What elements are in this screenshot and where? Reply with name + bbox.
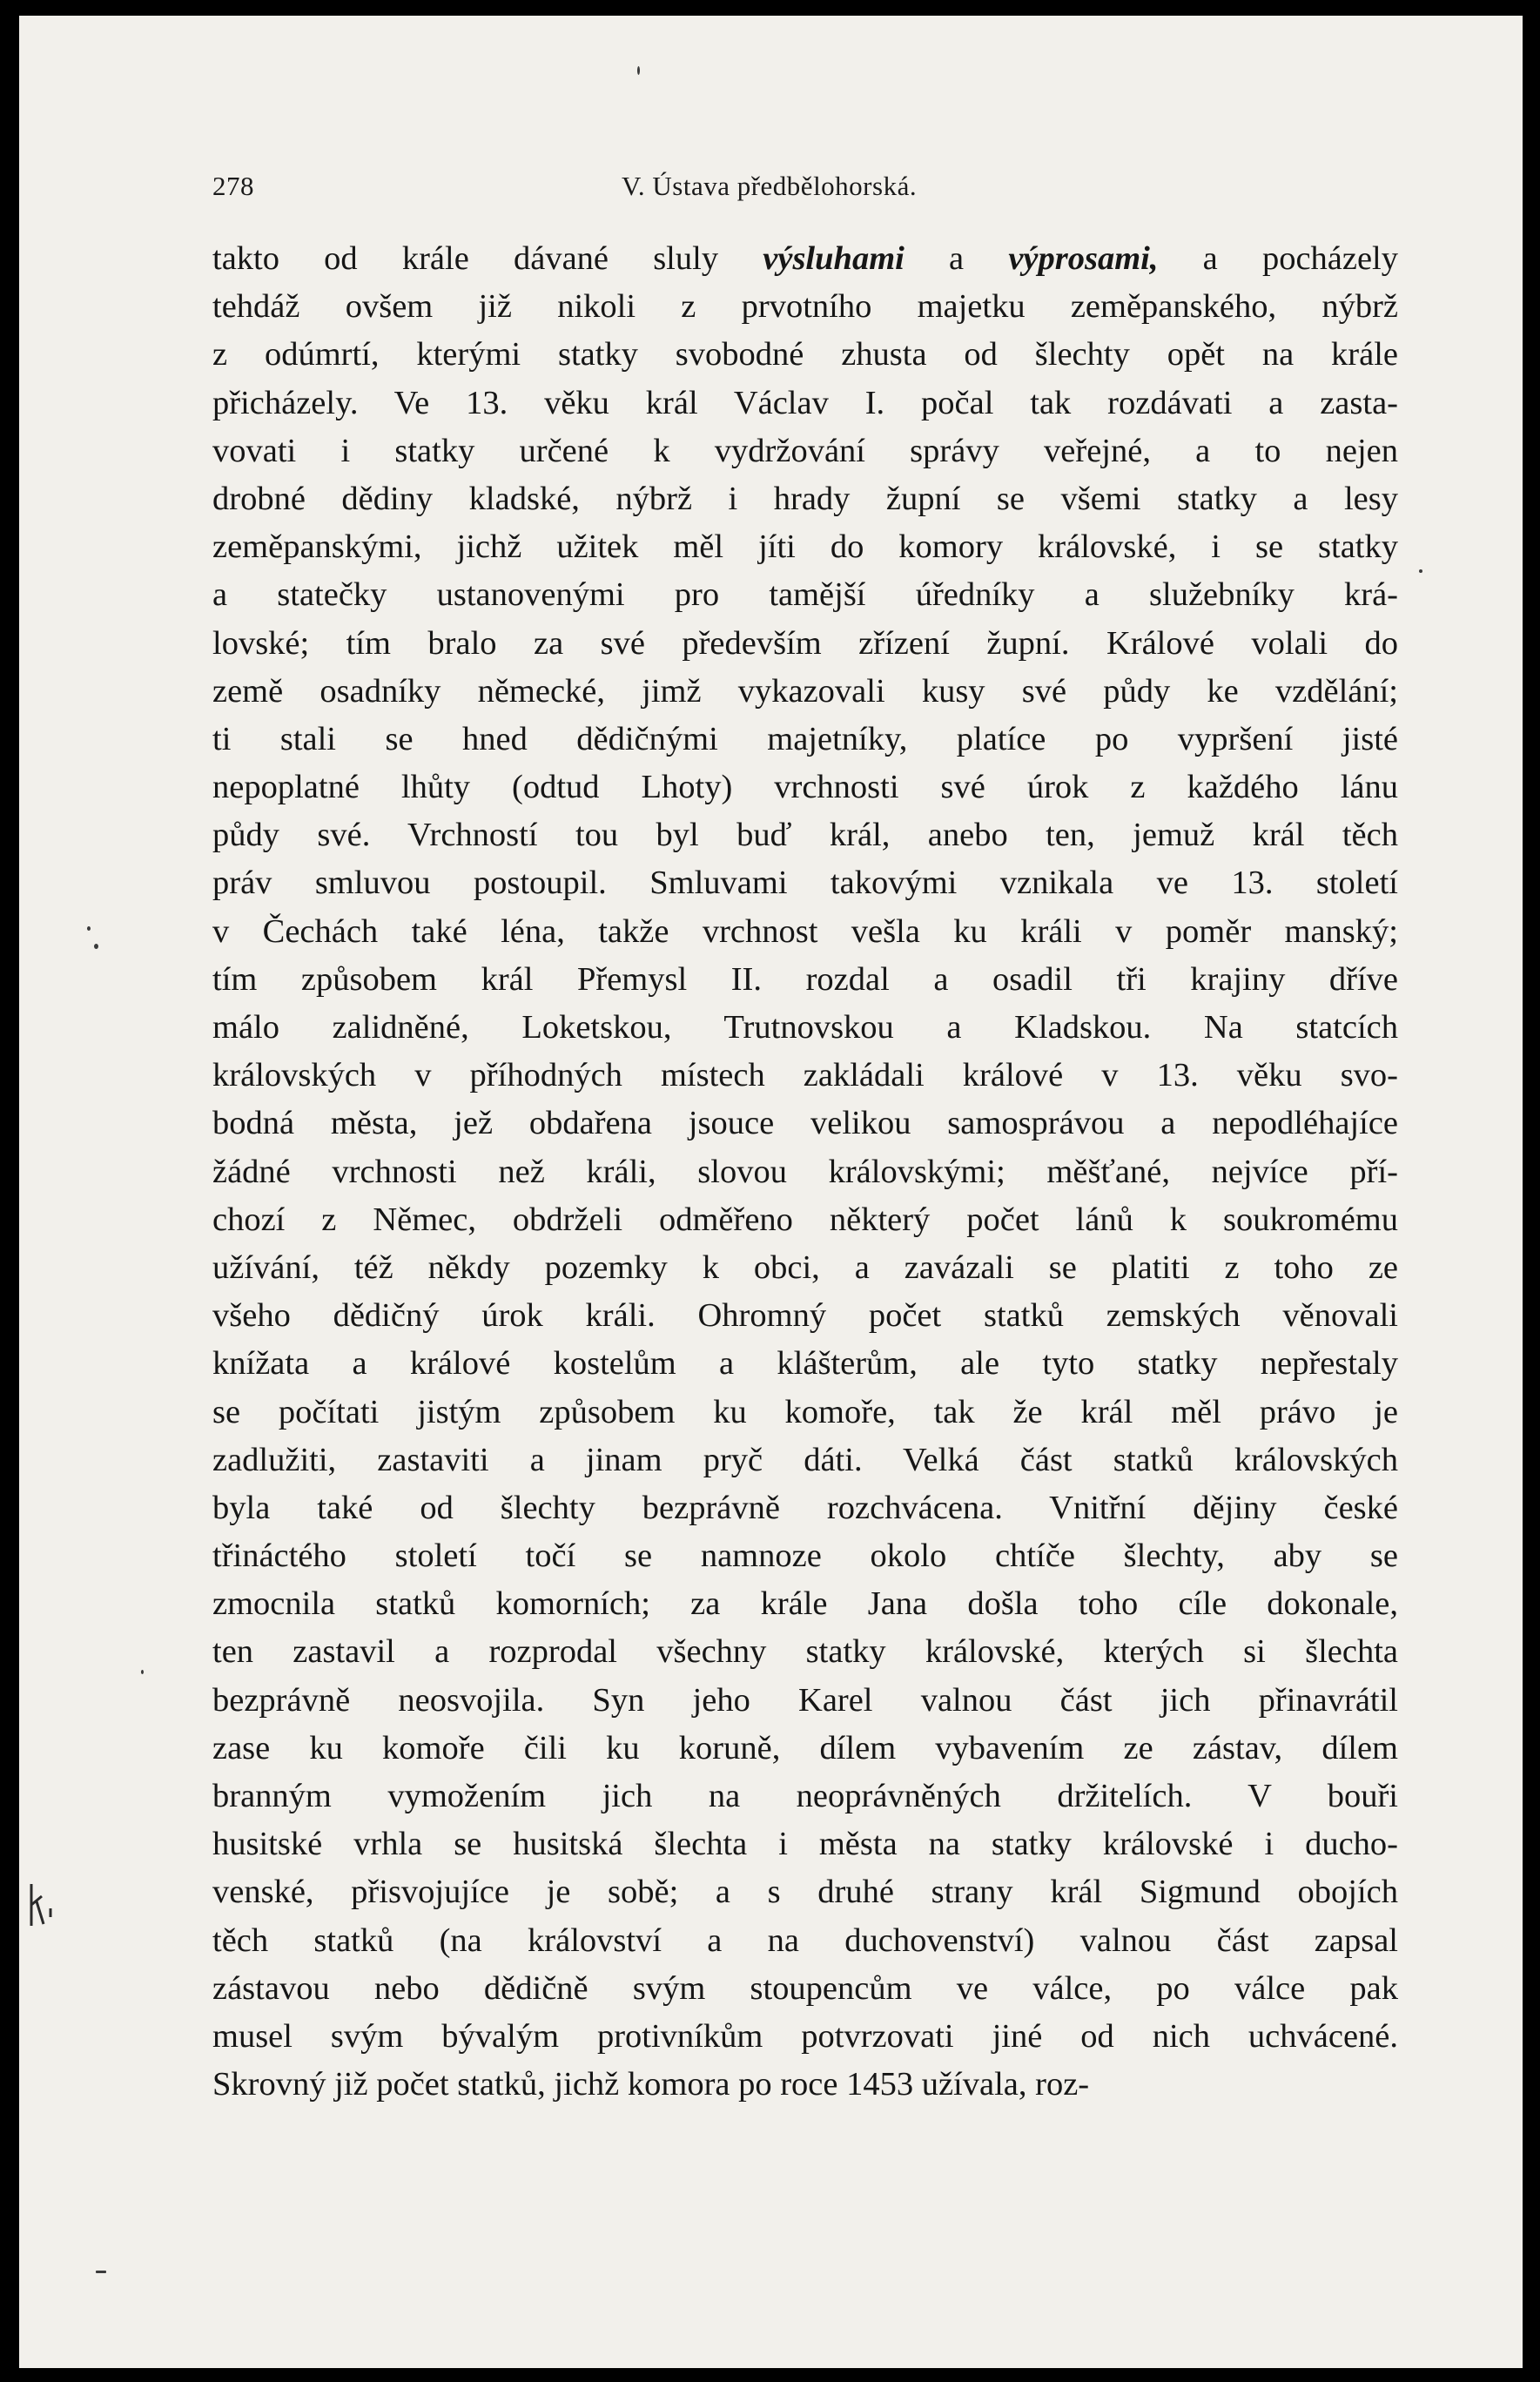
text-line: byla také od šlechty bezprávně rozchvácena. Vnitřní dějiny české — [212, 1489, 1398, 1526]
text-line: branným vymožením jich na neoprávněných držitelích. V bouři — [212, 1778, 1398, 1814]
text-line: málo zalidněné, Loketskou, Trutnovskou a Kladskou. Na statcích — [212, 1009, 1398, 1046]
text-line: tehdáž ovšem již nikoli z prvotního majetku zeměpanského, nýbrž — [212, 288, 1398, 326]
text-line: zase ku komoře čili ku koruně, dílem vybavením ze zástav, dílem — [212, 1729, 1398, 1766]
chapter-title: V. Ústava předbělohorská. — [622, 171, 918, 201]
text-line: všeho dědičný úrok králi. Ohromný počet statků zemských věnovali — [212, 1297, 1398, 1335]
scan-speck — [1419, 569, 1422, 573]
text-line: Skrovný již počet statků, jichž komora po roce 1453 užívala, roz- — [212, 2066, 1090, 2103]
text-line: přicházely. Ve 13. věku král Václav I. počal tak rozdávati a zasta- — [212, 384, 1398, 421]
text-line: v Čechách také léna, takže vrchnost vešla ku králi v poměr manský; — [212, 912, 1398, 950]
body-text — [212, 235, 1398, 2109]
emphasized-term: výprosami, — [1008, 240, 1159, 277]
text-line: žádné vrchnosti než králi, slovou královskými; měšťané, nejvíce pří- — [212, 1153, 1398, 1190]
text-line: lovské; tím bralo za své především zřízení župní. Králové volali do — [212, 624, 1398, 662]
text-line: bezprávně neosvojila. Syn jeho Karel valnou část jich přinavrátil — [212, 1681, 1398, 1719]
text-line: se počítati jistým způsobem ku komoře, tak že král měl právo je — [212, 1393, 1398, 1430]
text-line: knížata a králové kostelům a klášterům, ale tyto statky nepřestaly — [212, 1345, 1398, 1383]
text-line: zeměpanskými, jichž užitek měl jíti do komory královské, i se statky — [212, 528, 1398, 566]
emphasized-term: výsluhami — [763, 240, 904, 277]
text-line: z odúmrtí, kterými statky svobodné zhusta od šlechty opět na krále — [212, 336, 1398, 373]
text-line: husitské vrhla se husitská šlechta i města na statky královské i ducho- — [212, 1826, 1398, 1863]
margin-scribble-icon — [24, 1879, 59, 1931]
text-line: musel svým bývalým protivníkům potvrzovati jiné od nich uchvácené. — [212, 2017, 1398, 2055]
text-line: a statečky ustanovenými pro tamější úředníky a služebníky krá- — [212, 576, 1398, 614]
text-line: užívání, též někdy pozemky k obci, a zavázali se platiti z toho ze — [212, 1248, 1398, 1286]
text-line: třináctého století točí se namnoze okolo chtíče šlechty, aby se — [212, 1538, 1398, 1575]
margin-mark — [24, 1879, 59, 1940]
text-line: bodná města, jež obdařena jsouce velikou samosprávou a nepodléhajíce — [212, 1105, 1398, 1142]
text-line: těch statků (na království a na duchovenství) valnou část zapsal — [212, 1921, 1398, 1959]
book-page — [19, 16, 1523, 2368]
text-line: chozí z Němec, obdrželi odměřeno některý počet lánů k soukromému — [212, 1201, 1398, 1238]
scan-speck — [87, 926, 91, 931]
text-line: zástavou nebo dědičně svým stoupencům ve válce, po válce pak — [212, 1969, 1398, 2007]
text-line: vovati i statky určené k vydržování správy veřejné, a to nejen — [212, 432, 1398, 469]
text-line: zadlužiti, zastaviti a jinam pryč dáti. Velká část statků královských — [212, 1441, 1398, 1478]
text-line: drobné dědiny kladské, nýbrž i hrady župní se všemi statky a lesy — [212, 480, 1398, 517]
text-line: tím způsobem král Přemysl II. rozdal a osadil tři krajiny dříve — [212, 960, 1398, 998]
running-head — [212, 160, 1392, 212]
text-line: práv smluvou postoupil. Smluvami takovými vznikala ve 13. století — [212, 865, 1398, 902]
text-line: nepoplatné lhůty (odtud Lhoty) vrchnosti své úrok z každého lánu — [212, 769, 1398, 806]
text-line: královských v příhodných místech zakládali králové v 13. věku svo- — [212, 1057, 1398, 1094]
text-line: země osadníky německé, jimž vykazovali kusy své půdy ke vzdělání; — [212, 672, 1398, 710]
text-line: ten zastavil a rozprodal všechny statky královské, kterých si šlechta — [212, 1633, 1398, 1671]
page-number: 278 — [212, 171, 254, 201]
text-line: takto od krále dávané sluly výsluhami a výprosami, a pocházely — [212, 240, 1398, 277]
scan-speck — [96, 2271, 106, 2273]
text-line: ti stali se hned dědičnými majetníky, platíce po vypršení jisté — [212, 720, 1398, 757]
text-line: zmocnila statků komorních; za krále Jana došla toho cíle dokonale, — [212, 1585, 1398, 1623]
scan-speck — [94, 944, 98, 949]
scan-speck — [637, 66, 640, 75]
text-line: venské, přisvojujíce je sobě; a s druhé strany král Sigmund obojích — [212, 1874, 1398, 1911]
text-line: půdy své. Vrchností tou byl buď král, anebo ten, jemuž král těch — [212, 817, 1398, 854]
scan-speck — [141, 1670, 144, 1674]
